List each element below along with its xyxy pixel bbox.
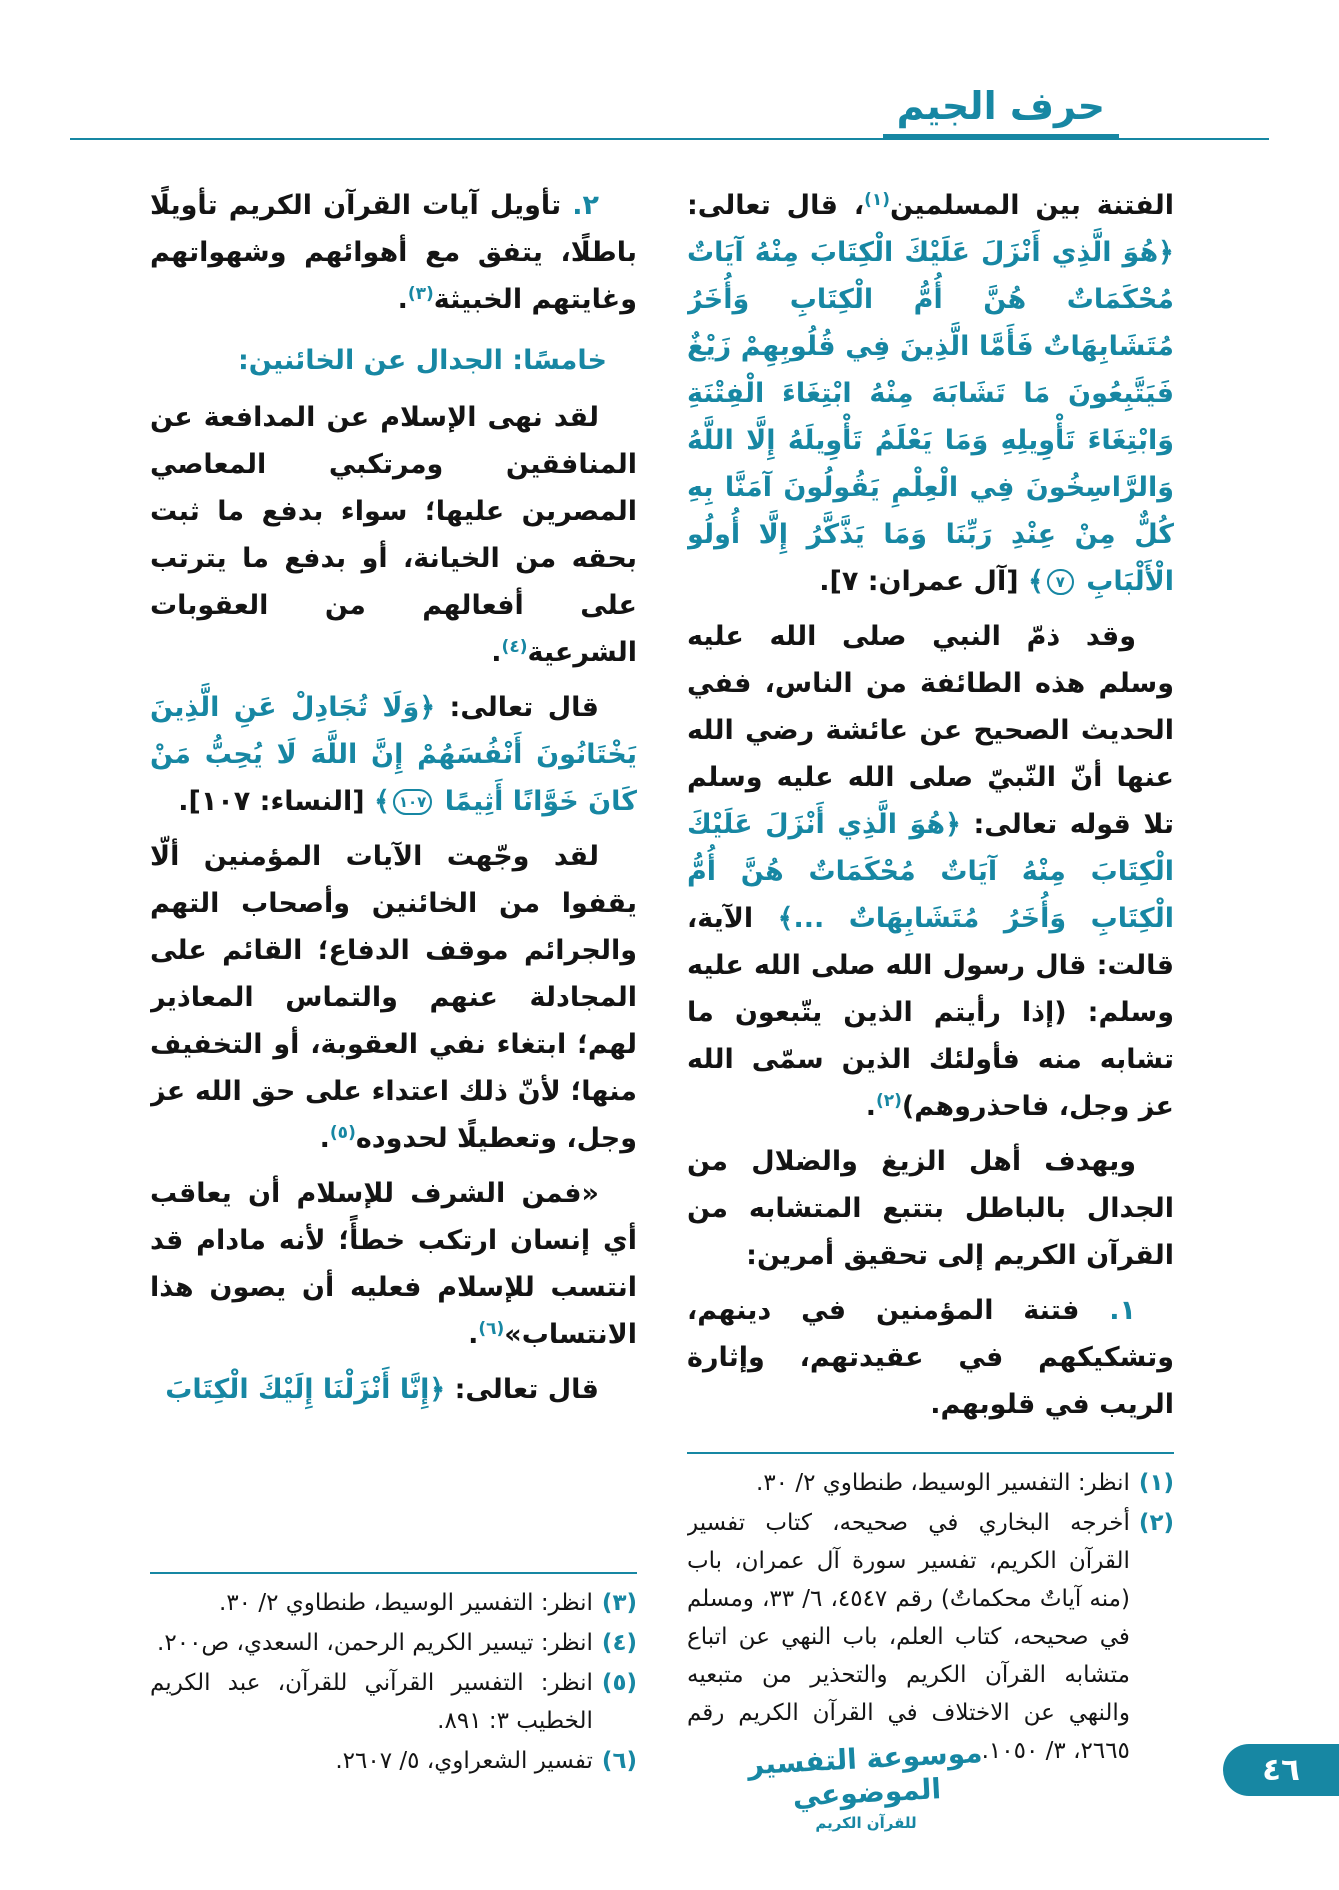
footnote-ref: (٣)	[407, 284, 434, 304]
paragraph	[150, 182, 637, 323]
footnote-separator	[150, 1572, 637, 1574]
body-text: .	[468, 1319, 479, 1350]
column-left	[150, 182, 637, 1782]
footnote-number: (٦)	[601, 1748, 637, 1774]
quran-verse: ﴿إِنَّا أَنْزَلْنَا إِلَيْكَ الْكِتَابَ	[165, 1374, 446, 1405]
verse-citation: [آل عمران: ٧].	[819, 566, 1028, 597]
footnote-number: (٢)	[1138, 1510, 1174, 1536]
footnote	[150, 1664, 637, 1740]
body-text: لقد نهى الإسلام عن المدافعة عن المنافقين ومرتكبي المعاصي المصرين عليها؛ سواء بدفع ما ثبت بحقه من الخيانة، أو بدفع ما يترتب على أفعالهم من العقوبات الشرعية	[150, 402, 637, 668]
left-footnotes	[150, 1584, 637, 1780]
footnote-text: انظر: التفسير الوسيط، طنطاوي ٢/ ٣٠.	[219, 1590, 593, 1616]
body-text: قال تعالى:	[435, 692, 599, 723]
paragraph	[150, 1170, 637, 1358]
body-text: «فمن الشرف للإسلام أن يعاقب أي إنسان ارتكب خطأً؛ لأنه مادام قد انتسب للإسلام فعليه أن يصون هذا الانتساب»	[150, 1178, 637, 1350]
body-text: الفتنة بين المسلمين	[890, 190, 1174, 221]
quran-verse: ﴿وَلَا تُجَادِلْ عَنِ الَّذِينَ يَخْتَانُونَ أَنْفُسَهُمْ إِنَّ اللَّهَ لَا يُحِبُّ مَنْ كَانَ خَوَّانًا أَثِيمًا	[150, 692, 637, 817]
left-footnote-block	[150, 1556, 637, 1782]
footnote-ref: (٢)	[875, 1091, 902, 1111]
column-right	[687, 182, 1174, 1782]
footnote-text: انظر: التفسير القرآني للقرآن، عبد الكريم الخطيب ٣: ٨٩١.	[150, 1670, 593, 1734]
heading-text: خامسًا: الجدال عن الخائنين:	[237, 345, 607, 376]
body-text: .	[491, 637, 502, 668]
footnote	[150, 1584, 637, 1622]
footnote	[150, 1742, 637, 1780]
paragraph	[150, 684, 637, 825]
body-text: وقد ذمّ النبي صلى الله عليه وسلم هذه الطائفة من الناس، ففي الحديث الصحيح عن عائشة رضي الله عنها أنّ النّبيّ صلى الله عليه وسلم تلا قوله تعالى:	[687, 621, 1174, 840]
footnote-text: تفسير الشعراوي، ٥/ ٢٦٠٧.	[335, 1748, 593, 1774]
footnote-text: انظر: التفسير الوسيط، طنطاوي ٢/ ٣٠.	[756, 1470, 1130, 1496]
paragraph	[687, 613, 1174, 1130]
body-text: فتنة المؤمنين في دينهم، وتشكيكهم في عقيدتهم، وإثارة الريب في قلوبهم.	[687, 1295, 1174, 1420]
footnote-ref: (٥)	[329, 1123, 356, 1143]
list-number: ١.	[1079, 1295, 1136, 1326]
quran-verse: ﴾	[1027, 566, 1044, 597]
footnote-number: (٥)	[601, 1670, 637, 1696]
footnote-ref: (١)	[864, 190, 891, 210]
paragraph	[687, 182, 1174, 605]
left-column-paragraphs	[150, 182, 637, 1421]
footnote-number: (٣)	[601, 1590, 637, 1616]
paragraph	[150, 394, 637, 676]
footnote-ref: (٤)	[501, 637, 528, 657]
list-number: ٢.	[561, 190, 599, 221]
page-number-badge	[1223, 1744, 1339, 1796]
section-heading	[150, 337, 637, 384]
ayah-number-badge: ٧	[1047, 569, 1074, 595]
verse-citation: [النساء: ١٠٧].	[178, 786, 375, 817]
logo-subtitle: للقرآن الكريم	[815, 1814, 917, 1832]
body-text: ويهدف أهل الزيغ والضلال من الجدال بالباطل بتتبع المتشابه من القرآن الكريم إلى تحقيق أمرين:	[687, 1146, 1174, 1271]
body-text: ، قال تعالى:	[687, 190, 865, 221]
chapter-letter-title: حرف الجيم	[883, 84, 1119, 139]
right-footnote-block	[687, 1436, 1174, 1772]
footnote-text: أخرجه البخاري في صحيحه، كتاب تفسير القرآن الكريم، تفسير سورة آل عمران، باب (منه آياتٌ محكماتٌ) رقم ٤٥٤٧، ٦/ ٣٣، ومسلم في صحيحه، كتاب العلم، باب النهي عن اتباع متشابه القرآن الكريم والتحذير من متبعيه والنهي عن الاختلاف في القرآن الكريم رقم ٢٦٦٥، ٣/ ١٠٥٠.	[687, 1510, 1130, 1764]
quran-verse: ﴿هُوَ الَّذِي أَنْزَلَ عَلَيْكَ الْكِتَابَ مِنْهُ آيَاتٌ مُحْكَمَاتٌ هُنَّ أُمُّ الْكِتَابِ وَأُخَرُ مُتَشَابِهَاتٌ فَأَمَّا الَّذِينَ فِي قُلُوبِهِمْ زَيْغٌ فَيَتَّبِعُونَ مَا تَشَابَهَ مِنْهُ ابْتِغَاءَ الْفِتْنَةِ وَابْتِغَاءَ تَأْوِيلِهِ وَمَا يَعْلَمُ تَأْوِيلَهُ إِلَّا اللَّهُ وَالرَّاسِخُونَ فِي الْعِلْمِ يَقُولُونَ آمَنَّا بِهِ كُلٌّ مِنْ عِنْدِ رَبِّنَا وَمَا يَذَّكَّرُ إِلَّا أُولُو الْأَلْبَابِ	[687, 237, 1174, 597]
quran-verse: ﴿هُوَ الَّذِي أَنْزَلَ عَلَيْكَ الْكِتَابَ مِنْهُ آيَاتٌ مُحْكَمَاتٌ هُنَّ أُمُّ الْكِتَابِ وَأُخَرُ مُتَشَابِهَاتٌ ...﴾	[687, 809, 1174, 934]
footnote	[150, 1624, 637, 1662]
body-text: الآية، قالت: قال رسول الله صلى الله عليه وسلم: (إذا رأيتم الذين يتّبعون ما تشابه منه فأولئك الذين سمّى الله عز وجل، فاحذروهم)	[687, 903, 1174, 1122]
paragraph	[150, 1366, 637, 1413]
body-text: لقد وجّهت الآيات المؤمنين ألّا يقفوا من الخائنين وأصحاب التهم والجرائم موقف الدفاع؛ القائم على المجادلة عنهم والتماس المعاذير لهم؛ ابتغاء نفي العقوبة، أو التخفيف منها؛ لأنّ ذلك اعتداء على حق الله عز وجل، وتعطيلًا لحدوده	[150, 841, 637, 1154]
paragraph	[150, 833, 637, 1162]
page-number: ٤٦	[1262, 1752, 1300, 1788]
body-text: قال تعالى:	[445, 1374, 599, 1405]
text-columns	[150, 182, 1174, 1782]
logo-title: موسوعة التفسير الموضوعي	[746, 1735, 984, 1813]
footnote-text: انظر: تيسير الكريم الرحمن، السعدي، ص٢٠٠.	[157, 1630, 593, 1656]
right-column-paragraphs	[687, 182, 1174, 1436]
body-text: .	[397, 284, 408, 315]
ayah-number-badge: ١٠٧	[393, 789, 432, 815]
footnote-number: (٤)	[601, 1630, 637, 1656]
body-text: تأويل آيات القرآن الكريم تأويلًا باطلًا، يتفق مع أهوائهم وشهواتهم وغايتهم الخبيثة	[150, 190, 637, 315]
footnote-number: (١)	[1138, 1470, 1174, 1496]
footnote	[687, 1464, 1174, 1502]
footnote	[687, 1504, 1174, 1770]
paragraph	[687, 1138, 1174, 1279]
publisher-logo	[741, 1735, 991, 1832]
paragraph	[687, 1287, 1174, 1428]
body-text: .	[865, 1091, 876, 1122]
footnote-ref: (٦)	[478, 1319, 505, 1339]
footnote-separator	[687, 1452, 1174, 1454]
page-header	[70, 84, 1269, 140]
body-text: .	[319, 1123, 330, 1154]
quran-verse: ﴾	[374, 786, 390, 817]
right-footnotes	[687, 1464, 1174, 1770]
